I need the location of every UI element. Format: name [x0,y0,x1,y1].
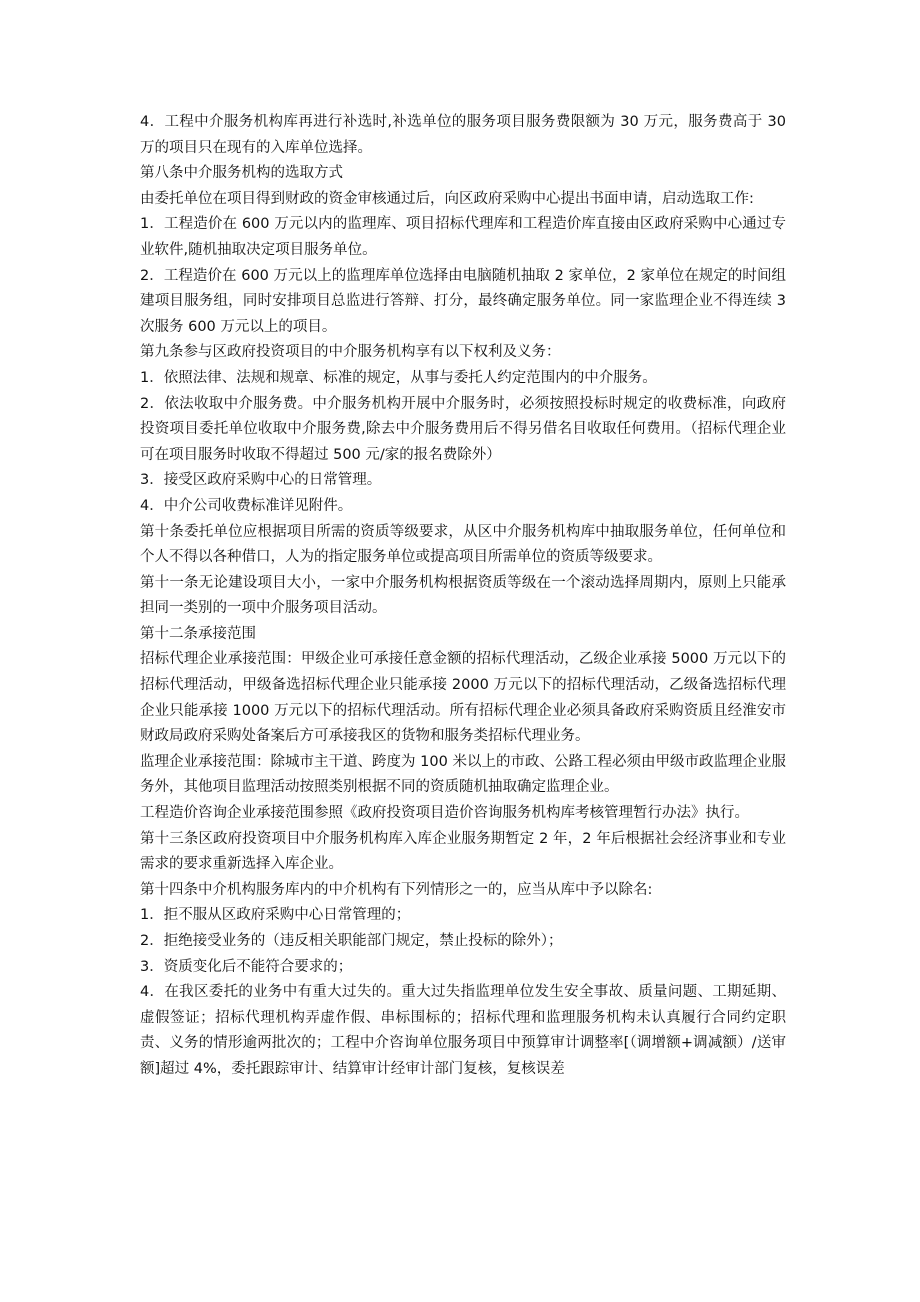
paragraph-item-1-under-600: 1．工程造价在 600 万元以内的监理库、项目招标代理库和工程造价库直接由区政府采购中心通过专业软件,随机抽取决定项目服务单位。 [140,216,786,258]
paragraph-right-2-fees: 2．依法收取中介服务费。中介服务机构开展中介服务时，必须按照投标时规定的收费标准，向政府投资项目委托单位收取中介服务费,除去中介服务费用后不得另借名目收取任何费用。（招标代理企业可在项目服务时收取不得超过 500 元/家的报名费除外） [140,395,786,463]
paragraph-right-1: 1．依照法律、法规和规章、标准的规定，从事与委托人约定范围内的中介服务。 [140,369,657,386]
paragraph-removal-3: 3．资质变化后不能符合要求的； [140,958,353,975]
paragraph-right-3: 3．接受区政府采购中心的日常管理。 [140,472,382,489]
heading-article-14: 第十四条中介机构服务库内的中介机构有下列情形之一的，应当从库中予以除名: [140,881,653,898]
paragraph-cost-consulting-scope: 工程造价咨询企业承接范围参照《政府投资项目造价咨询服务机构库考核管理暂行办法》执行。 [140,805,749,822]
paragraph-removal-1: 1．拒不服从区政府采购中心日常管理的； [140,907,411,924]
paragraph-item-2-over-600: 2．工程造价在 600 万元以上的监理库单位选择由电脑随机抽取 2 家单位，2 家单位在规定的时间组建项目服务组，同时安排项目总监进行答辩、打分，最终确定服务单位。同一家监理企业不得连续 3 次服务 600 万元以上的项目。 [140,267,786,335]
heading-article-8: 第八条中介服务机构的选取方式 [140,165,343,182]
paragraph-selection-procedure: 由委托单位在项目得到财政的资金审核通过后，向区政府采购中心提出书面申请，启动选取工作: [140,190,754,207]
paragraph-clause-4-supplement: 4．工程中介服务机构库再进行补选时,补选单位的服务项目服务费限额为 30 万元，服务费高于 30 万的项目只在现有的入库单位选择。 [140,114,786,156]
paragraph-article-11: 第十一条无论建设项目大小，一家中介服务机构根据资质等级在一个滚动选择周期内，原则上只能承担同一类别的一项中介服务项目活动。 [140,574,786,617]
paragraph-bidding-agent-scope: 招标代理企业承接范围：甲级企业可承接任意金额的招标代理活动，乙级企业承接 5000 万元以下的招标代理活动，甲级备选招标代理企业只能承接 2000 万元以下的招标代理活动，乙级备选招标代理企业只能承接 1000 万元以下的招标代理活动。所有招标代理企业必须具备政府采购资质且经淮安市财政局政府采购处备案后方可承接我区的货物和服务类招标代理业务。 [140,651,786,745]
paragraph-supervision-scope: 监理企业承接范围：除城市主干道、跨度为 100 米以上的市政、公路工程必须由甲级市政监理企业服务外，其他项目监理活动按照类别根据不同的资质随机抽取确定监理企业。 [140,753,786,796]
paragraph-removal-2: 2．拒绝接受业务的（违反相关职能部门规定，禁止投标的除外）； [140,933,563,949]
paragraph-removal-4: 4．在我区委托的业务中有重大过失的。重大过失指监理单位发生安全事故、质量问题、工期延期、虚假签证；招标代理机构弄虚作假、串标围标的；招标代理和监理服务机构未认真履行合同约定职责、义务的情形逾两批次的；工程中介咨询单位服务项目中预算审计调整率[（调增额+调减额）/送审额]超过 4%，委托跟踪审计、结算审计经审计部门复核，复核误差 [140,984,786,1077]
heading-article-12: 第十二条承接范围 [140,625,256,642]
paragraph-article-10: 第十条委托单位应根据项目所需的资质等级要求，从区中介服务机构库中抽取服务单位，任何单位和个人不得以各种借口，人为的指定服务单位或提高项目所需单位的资质等级要求。 [140,523,786,566]
paragraph-article-13: 第十三条区政府投资项目中介服务机构库入库企业服务期暂定 2 年，2 年后根据社会经济事业和专业需求的要求重新选择入库企业。 [140,830,786,873]
heading-article-9: 第九条参与区政府投资项目的中介服务机构享有以下权利及义务： [140,344,561,361]
document-page [140,110,786,1083]
paragraph-right-4: 4．中介公司收费标准详见附件。 [140,497,353,514]
